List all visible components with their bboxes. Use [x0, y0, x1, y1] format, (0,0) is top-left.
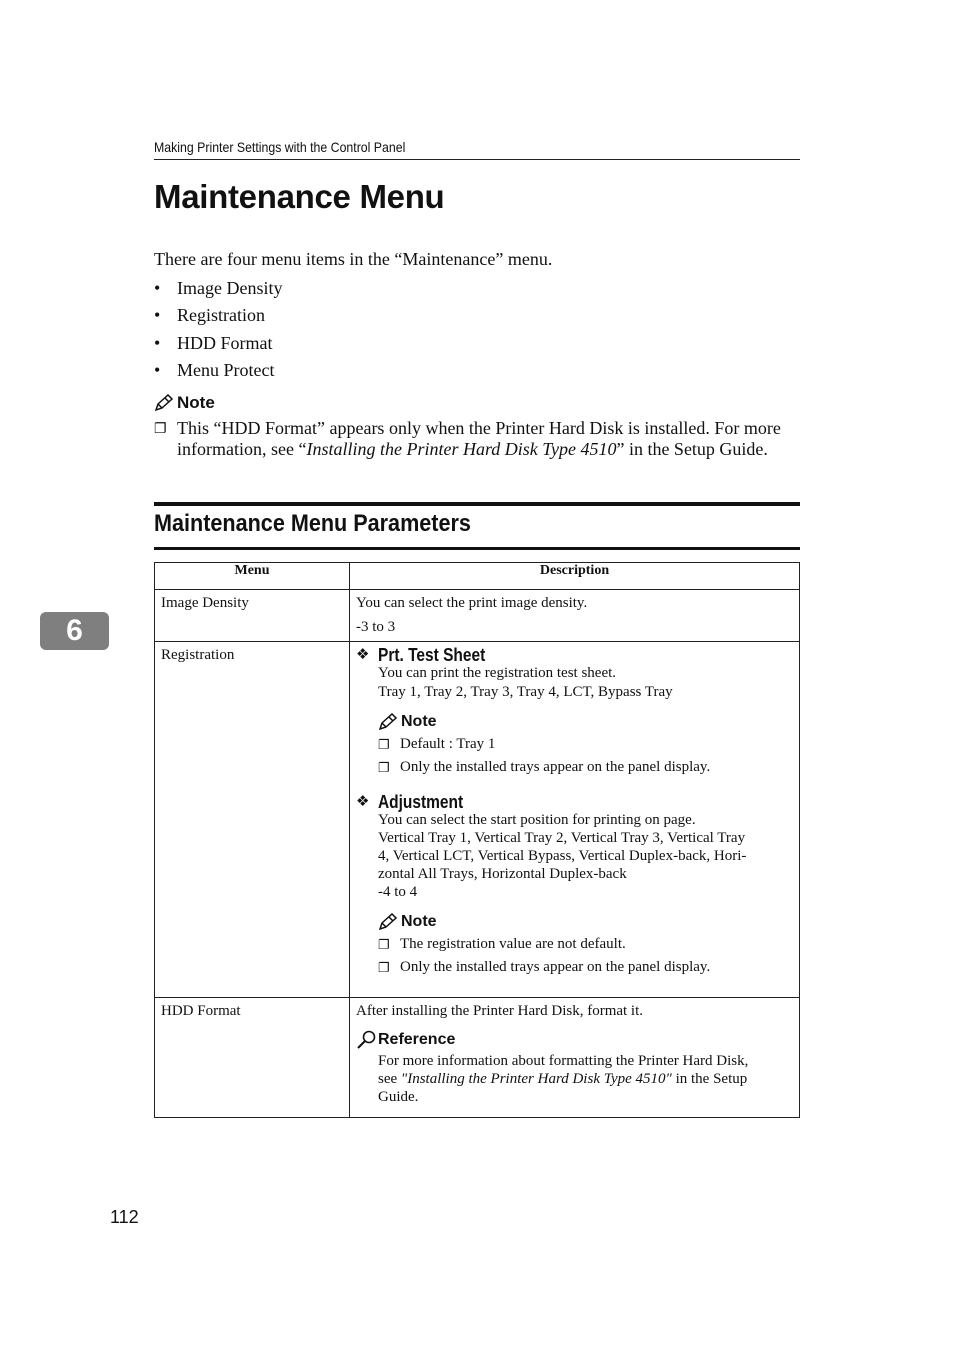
note-block: [356, 713, 793, 777]
bullet-icon: •: [154, 359, 161, 380]
list-item: • Registration: [154, 303, 282, 330]
bullet-icon: •: [154, 278, 161, 298]
checkbox-bullet-icon: ❐: [378, 937, 390, 952]
running-header: [154, 139, 800, 160]
bullet-icon: •: [154, 332, 161, 353]
note-heading: Note: [378, 713, 793, 731]
note-item: ❐ Only the installed trays appear on the panel display.: [378, 959, 711, 975]
parameters-table: [154, 562, 800, 1118]
menu-column-header: Menu: [155, 563, 350, 590]
description-cell: After installing the Printer Hard Disk, format it. Reference For more information about formatting the Printer Hard Disk, see "Installing the Printer Hard Disk Type 4510" in the Setup Guide.: [350, 998, 800, 1118]
checkbox-bullet-icon: ❐: [154, 422, 167, 437]
table-header-row: [155, 563, 800, 590]
section-rule: [154, 502, 800, 506]
magnifier-reference-icon: [356, 1030, 378, 1050]
section-title: Maintenance Menu Parameters: [154, 510, 471, 537]
description-column-header: Description: [350, 563, 800, 590]
prt-test-sheet-heading: ❖ Prt. Test Sheet: [356, 645, 486, 665]
bullet-icon: •: [154, 305, 161, 326]
page-title: Maintenance Menu: [154, 178, 445, 215]
section-rule: [154, 547, 800, 550]
menu-cell: Image Density: [155, 590, 350, 642]
pencil-note-icon: [378, 713, 398, 731]
pencil-note-icon: [154, 394, 174, 412]
checkbox-bullet-icon: ❐: [378, 960, 390, 975]
note-heading: Note: [154, 393, 215, 413]
intro-text: There are four menu items in the “Maintenance” menu.: [154, 249, 553, 269]
note-block: [356, 913, 793, 977]
running-header-text: Making Printer Settings with the Control Panel: [154, 139, 406, 155]
note-item: ❐ Only the installed trays appear on the panel display.: [378, 759, 711, 775]
checkbox-bullet-icon: ❐: [378, 737, 390, 752]
table-row: [155, 998, 800, 1118]
menu-cell: Registration: [155, 642, 350, 998]
note-item: ❐ The registration value are not default.: [378, 936, 626, 952]
table-row: [155, 642, 800, 998]
list-item: • Image Density: [154, 276, 282, 303]
description-cell: You can select the print image density. -3 to 3: [350, 590, 800, 642]
menu-item-list: [154, 276, 282, 385]
description-cell: ❖ Prt. Test Sheet You can print the registration test sheet. Tray 1, Tray 2, Tray 3, Tray 4, LCT, Bypass Tray Note ❐ Default : Tray 1 ❐ Only the installed trays appear on the panel display. ❖ Adjustment You can select the start position for printing on page. Vertical Tray 1, Vertical Tray 2, Vertical Tray 3, Vertical Tray 4, Vertical LCT, Vertical Bypass, Vertical Duplex-back, Hori- zontal All Trays, Horizontal Duplex-back -4 to 4 Note ❐ The registration value are not default. ❐ Only the installed trays appear on the panel display.: [350, 642, 800, 998]
checkbox-bullet-icon: ❐: [378, 760, 390, 775]
diamond-bullet-icon: ❖: [356, 646, 370, 663]
pencil-note-icon: [378, 913, 398, 931]
list-item: • Menu Protect: [154, 358, 282, 385]
table-row: [155, 590, 800, 642]
reference-heading: Reference: [356, 1030, 793, 1050]
adjustment-heading: ❖ Adjustment: [356, 792, 464, 812]
note-item: ❐ Default : Tray 1: [378, 736, 496, 752]
list-item: • HDD Format: [154, 331, 282, 358]
page-number: 112: [110, 1207, 139, 1227]
chapter-tab: 6: [40, 612, 109, 650]
note-heading: Note: [378, 913, 793, 931]
menu-cell: HDD Format: [155, 998, 350, 1118]
note-item: [154, 418, 802, 460]
diamond-bullet-icon: ❖: [356, 793, 370, 810]
note-text: This “HDD Format” appears only when the Printer Hard Disk is installed. For more information, see “Installing the Printer Hard Disk Type 4510” in the Setup Guide.: [177, 418, 781, 459]
